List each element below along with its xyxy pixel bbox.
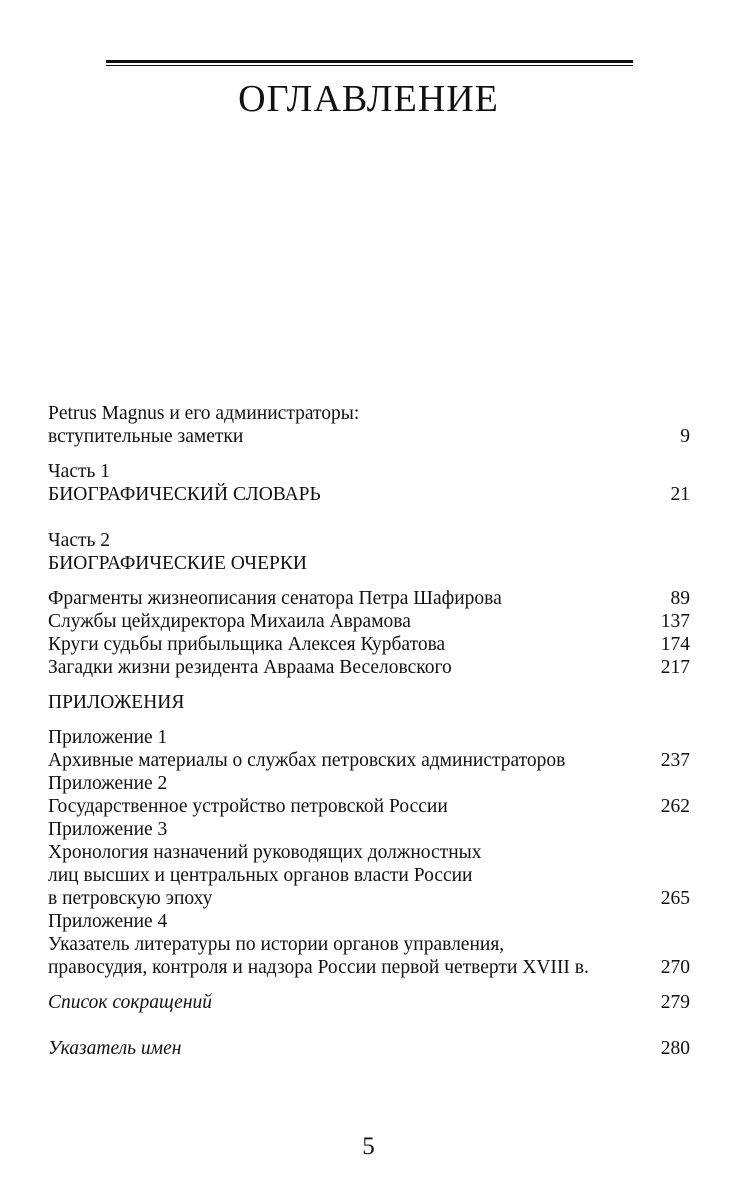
toc-entry-text: Указатель литературы по истории органов управления, [48, 934, 505, 955]
toc-page-number: 137 [660, 611, 690, 632]
toc-page-number: 279 [660, 992, 690, 1013]
appendix-4-label [48, 910, 690, 933]
page-number: 5 [362, 1133, 375, 1160]
toc-entry-text: Список сокращений [48, 992, 212, 1013]
toc-entry-essay-3 [48, 633, 690, 656]
part-title: БИОГРАФИЧЕСКИЕ ОЧЕРКИ [48, 553, 307, 574]
part-title: БИОГРАФИЧЕСКИЙ СЛОВАРЬ [48, 484, 321, 505]
part2-title [48, 552, 690, 575]
toc-entry-intro-line2 [48, 425, 690, 448]
toc-page-number: 174 [660, 634, 690, 655]
appendix-3-title-line1 [48, 841, 690, 864]
appendix-3-label [48, 818, 690, 841]
appendix-4-title-line1 [48, 933, 690, 956]
page-title: ОГЛАВЛЕНИЕ [238, 78, 499, 120]
part1-label [48, 460, 690, 483]
section-heading: ПРИЛОЖЕНИЯ [48, 692, 185, 713]
toc-entry-name-index [48, 1037, 690, 1060]
toc-entry-text: вступительные заметки [48, 426, 244, 447]
toc-page-number: 270 [660, 957, 690, 978]
appendix-4-title-line2 [48, 956, 690, 979]
appendices-heading [48, 691, 690, 714]
toc-entry-text: в петровскую эпоху [48, 888, 213, 909]
appendix-2-label [48, 772, 690, 795]
toc-page-number: 89 [670, 588, 690, 609]
toc-entry-essay-2 [48, 610, 690, 633]
toc-page-number: 237 [660, 750, 690, 771]
toc-entry-abbreviations [48, 991, 690, 1014]
appendix-2-title [48, 795, 690, 818]
toc-page-number: 265 [660, 888, 690, 909]
part1-title [48, 483, 690, 506]
toc-page-number: 262 [660, 796, 690, 817]
table-of-contents [48, 402, 690, 1060]
header-rule-thick [106, 60, 633, 63]
part-label: Часть 2 [48, 530, 111, 551]
toc-page-number: 280 [660, 1038, 690, 1059]
toc-page-number: 217 [660, 657, 690, 678]
toc-entry-intro-line1 [48, 402, 690, 425]
toc-entry-text: Архивные материалы о службах петровских администраторов [48, 750, 566, 771]
toc-entry-text: правосудия, контроля и надзора России первой четверти XVIII в. [48, 957, 589, 978]
toc-entry-text: Загадки жизни резидента Авраама Веселовского [48, 657, 452, 678]
toc-page-number: 9 [680, 426, 690, 447]
appendix-label: Приложение 3 [48, 819, 168, 840]
header-rule-thin [106, 65, 633, 66]
appendix-label: Приложение 2 [48, 773, 168, 794]
toc-entry-text: Круги судьбы прибыльщика Алексея Курбатова [48, 634, 446, 655]
appendix-label: Приложение 1 [48, 727, 168, 748]
part2-label [48, 529, 690, 552]
toc-entry-text: Указатель имен [48, 1038, 182, 1059]
toc-entry-essay-1 [48, 587, 690, 610]
toc-entry-text: Хронология назначений руководящих должностных [48, 842, 482, 863]
appendix-1-label [48, 726, 690, 749]
appendix-3-title-line3 [48, 887, 690, 910]
appendix-3-title-line2 [48, 864, 690, 887]
appendix-1-title [48, 749, 690, 772]
toc-entry-text: лиц высших и центральных органов власти России [48, 865, 473, 886]
appendix-label: Приложение 4 [48, 911, 168, 932]
toc-entry-text: Petrus Magnus и его администраторы: [48, 403, 360, 424]
toc-entry-text: Государственное устройство петровской России [48, 796, 448, 817]
toc-entry-text: Службы цейхдиректора Михаила Аврамова [48, 611, 411, 632]
toc-entry-text: Фрагменты жизнеописания сенатора Петра Шафирова [48, 588, 502, 609]
toc-entry-essay-4 [48, 656, 690, 679]
toc-page-number: 21 [670, 484, 690, 505]
part-label: Часть 1 [48, 461, 111, 482]
